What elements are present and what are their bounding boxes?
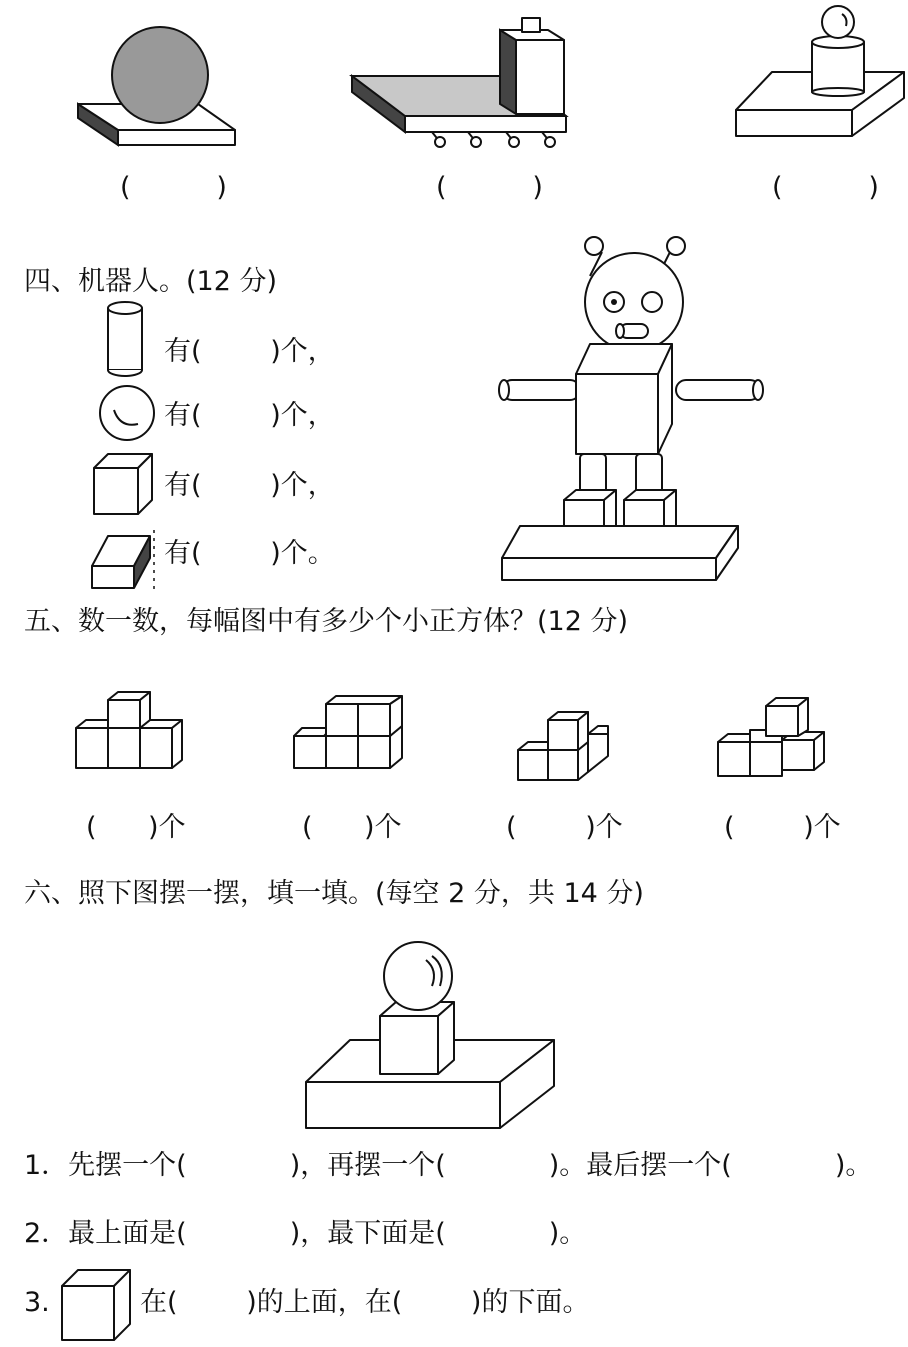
cube-stack-3 (516, 700, 646, 796)
answer-blank[interactable]: ( ) (120, 172, 227, 203)
section-heading: 六、照下图摆一摆，填一填。(每空 2 分，共 14 分) (24, 878, 644, 909)
cube-stack-2 (292, 692, 422, 782)
question-1[interactable]: 1．先摆一个( )，再摆一个( )。最后摆一个( )。 (24, 1150, 873, 1181)
cylinder-icon (100, 300, 160, 380)
ball-cylinder-slab-figure (0, 0, 908, 160)
sphere-icon (96, 382, 166, 452)
robot-figure (490, 228, 790, 588)
count-row[interactable]: 有( )个， (164, 336, 335, 367)
answer-blank[interactable]: ( )个 (86, 812, 186, 843)
section-heading: 四、机器人。(12 分) (24, 266, 278, 297)
section-heading: 五、数一数，每幅图中有多少个小正方体？(12 分) (24, 606, 629, 637)
answer-blank[interactable]: ( )个 (724, 812, 841, 843)
answer-blank[interactable]: ( ) (436, 172, 543, 203)
question-3[interactable]: 在( )的上面，在( )的下面。 (140, 1287, 590, 1318)
cube-stack-1 (74, 692, 204, 782)
answer-blank[interactable]: ( )个 (302, 812, 402, 843)
answer-blank[interactable]: ( )个 (506, 812, 623, 843)
question-3-number: 3. (24, 1287, 50, 1318)
cube-icon (58, 1266, 138, 1346)
question-2[interactable]: 2．最上面是( )，最下面是( )。 (24, 1218, 587, 1249)
sphere-cube-cuboid-figure (300, 936, 560, 1136)
count-row[interactable]: 有( )个， (164, 470, 335, 501)
count-row[interactable]: 有( )个。 (164, 538, 335, 569)
cuboid-icon (88, 526, 158, 596)
cube-stack-4 (716, 692, 856, 788)
cube-icon (90, 452, 160, 522)
count-row[interactable]: 有( )个， (164, 400, 335, 431)
answer-blank[interactable]: ( ) (772, 172, 879, 203)
